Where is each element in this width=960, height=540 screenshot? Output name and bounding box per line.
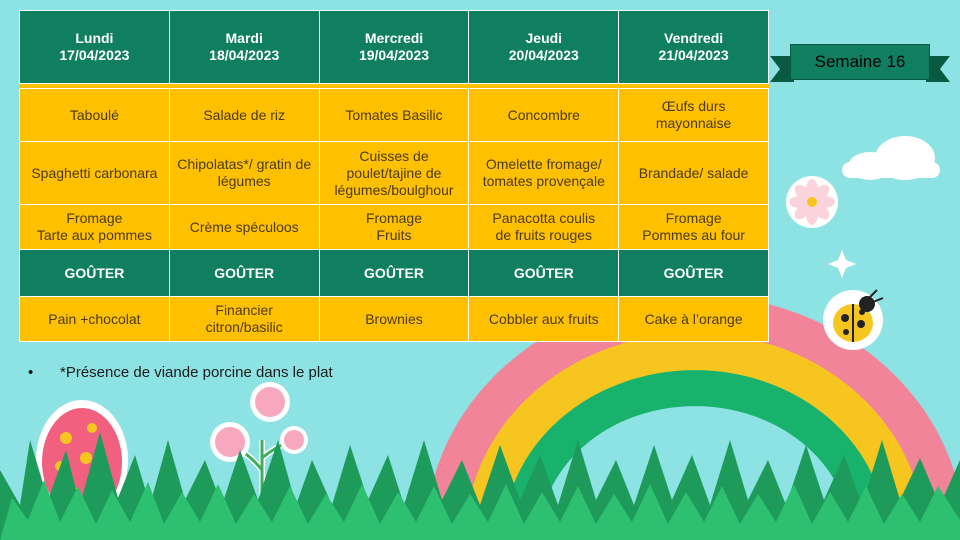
day-date: 20/04/2023 xyxy=(508,47,579,63)
header-row xyxy=(20,11,769,84)
dessert-row xyxy=(20,205,769,250)
plat-cell: Chipolatas*/ gratin de légumes xyxy=(169,142,319,205)
dessert-cell xyxy=(469,205,619,250)
plat-cell: Omelette fromage/ tomates provençale xyxy=(469,142,619,205)
dessert-line: Fruits xyxy=(376,227,412,243)
day-name: Vendredi xyxy=(664,30,724,46)
gouter-label: GOÛTER xyxy=(169,250,319,297)
dessert-cell xyxy=(319,205,469,250)
day-header-jeudi xyxy=(469,11,619,84)
gouter-label: GOÛTER xyxy=(619,250,769,297)
gouter-cell: Cake à l’orange xyxy=(619,297,769,342)
entree-cell: Œufs durs mayonnaise xyxy=(619,89,769,142)
gouter-cell: Brownies xyxy=(319,297,469,342)
bullet: • xyxy=(28,364,34,381)
footnote-text: *Présence de viande porcine dans le plat xyxy=(60,364,333,381)
plat-row xyxy=(20,142,769,205)
plat-cell: Spaghetti carbonara xyxy=(20,142,170,205)
gouter-cell: Pain +chocolat xyxy=(20,297,170,342)
cloud-icon xyxy=(842,136,940,180)
dessert-cell xyxy=(20,205,170,250)
day-name: Mercredi xyxy=(364,30,424,46)
gouter-label: GOÛTER xyxy=(319,250,469,297)
day-header-mercredi xyxy=(319,11,469,84)
day-date: 17/04/2023 xyxy=(59,47,130,63)
dessert-line: Panacotta coulis xyxy=(492,210,596,226)
day-name: Lundi xyxy=(75,30,114,46)
dessert-cell xyxy=(619,205,769,250)
sparkle-icon xyxy=(828,250,856,278)
dessert-line: de fruits rouges xyxy=(495,227,593,243)
entree-cell: Concombre xyxy=(469,89,619,142)
day-header-vendredi xyxy=(619,11,769,84)
dessert-line: Fromage xyxy=(665,210,722,226)
entree-cell: Taboulé xyxy=(20,89,170,142)
gouter-label: GOÛTER xyxy=(20,250,170,297)
ladybug-icon xyxy=(823,290,883,350)
gouter-header-row xyxy=(20,250,769,297)
day-name: Mardi xyxy=(225,30,263,46)
dessert-line: Crème spéculoos xyxy=(189,218,299,235)
plat-cell: Cuisses de poulet/tajine de légumes/boulghour xyxy=(319,142,469,205)
day-date: 19/04/2023 xyxy=(358,47,430,63)
week-label: Semaine 16 xyxy=(790,44,930,80)
day-header-lundi xyxy=(20,11,170,84)
day-date: 18/04/2023 xyxy=(209,47,280,63)
daisy-flower-icon xyxy=(786,176,838,228)
day-date: 21/04/2023 xyxy=(658,47,729,63)
footnote xyxy=(28,364,333,381)
entree-cell: Salade de riz xyxy=(169,89,319,142)
dessert-line: Tarte aux pommes xyxy=(36,227,152,243)
dessert-line: Pommes au four xyxy=(642,227,745,243)
gouter-label: GOÛTER xyxy=(469,250,619,297)
day-header-mardi xyxy=(169,11,319,84)
gouter-cell: Financier citron/basilic xyxy=(169,297,319,342)
dessert-line: Fromage xyxy=(66,210,123,226)
day-name: Jeudi xyxy=(525,30,563,46)
weekly-menu-table xyxy=(19,10,769,342)
gouter-row xyxy=(20,297,769,342)
entree-row xyxy=(20,89,769,142)
dessert-line: Fromage xyxy=(365,210,422,226)
dessert-cell xyxy=(169,205,319,250)
plat-cell: Brandade/ salade xyxy=(619,142,769,205)
entree-cell: Tomates Basilic xyxy=(319,89,469,142)
gouter-cell: Cobbler aux fruits xyxy=(469,297,619,342)
